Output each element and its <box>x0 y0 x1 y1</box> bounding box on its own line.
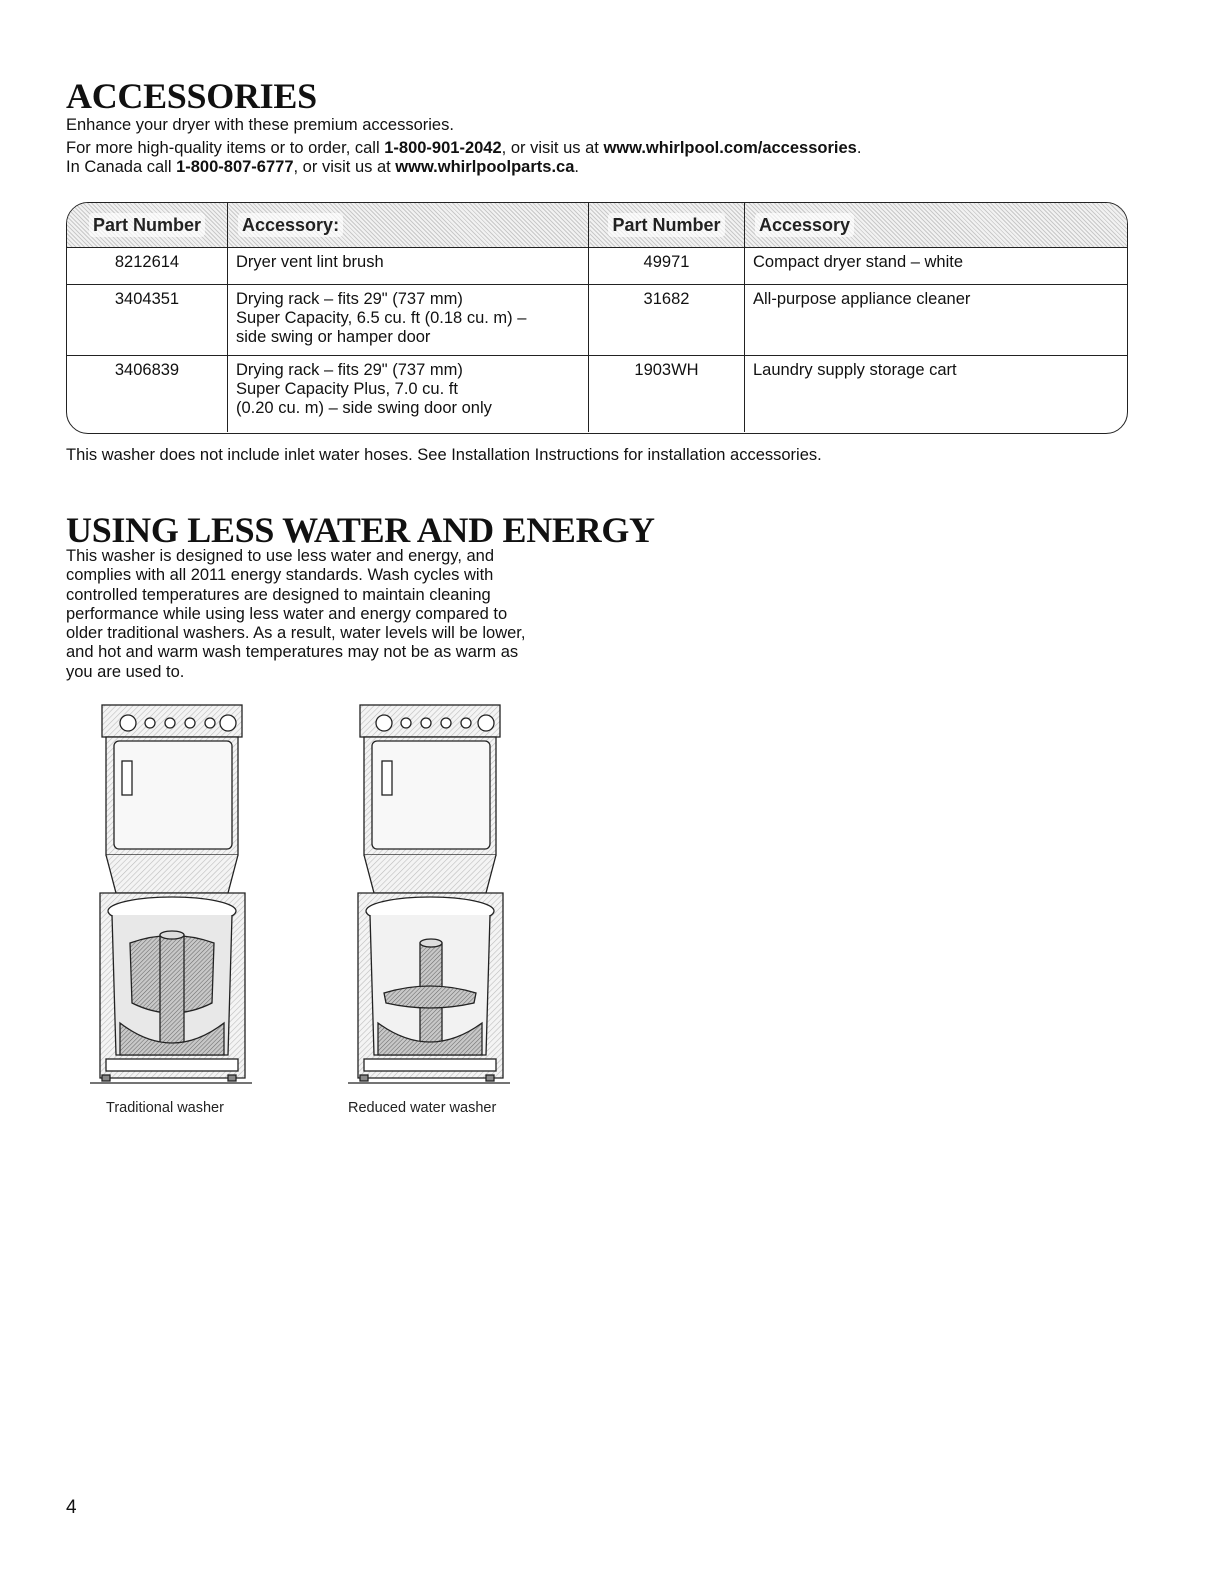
accessories-table <box>66 202 1128 434</box>
accessory-cell: Drying rack – fits 29" (737 mm) Super Capacity Plus, 7.0 cu. ft (0.20 cu. m) – side swing door only <box>228 356 589 433</box>
traditional-washer-illustration <box>90 703 255 1088</box>
table-header-row <box>67 203 1127 248</box>
canada-line <box>66 158 579 177</box>
order-phone: 1-800-901-2042 <box>384 139 502 157</box>
part-number-cell: 8212614 <box>67 248 228 285</box>
order-line <box>66 139 861 158</box>
part-number-cell: 1903WH <box>589 356 745 433</box>
canada-suffix: . <box>574 158 579 176</box>
part-number-cell: 31682 <box>589 285 745 356</box>
order-url[interactable]: www.whirlpool.com/accessories <box>603 139 857 157</box>
accessories-intro: Enhance your dryer with these premium accessories. <box>66 116 454 134</box>
accessory-cell: All-purpose appliance cleaner <box>745 285 1128 356</box>
accessories-title: ACCESSORIES <box>66 76 317 116</box>
header-accessory-1: Accessory: <box>228 203 589 248</box>
table-row <box>67 356 1127 433</box>
canada-phone: 1-800-807-6777 <box>176 158 294 176</box>
accessory-cell: Compact dryer stand – white <box>745 248 1128 285</box>
page-number: 4 <box>66 1497 77 1518</box>
reduced-water-washer-illustration <box>348 703 513 1088</box>
order-prefix: For more high-quality items or to order, call <box>66 139 385 157</box>
part-number-cell: 3404351 <box>67 285 228 356</box>
accessory-cell: Laundry supply storage cart <box>745 356 1128 433</box>
hoses-note: This washer does not include inlet water hoses. See Installation Instructions for installation accessories. <box>66 446 822 464</box>
accessory-cell: Dryer vent lint brush <box>228 248 589 285</box>
header-part-number-2: Part Number <box>589 203 745 248</box>
canada-mid: , or visit us at <box>293 158 396 176</box>
accessory-cell: Drying rack – fits 29" (737 mm) Super Capacity, 6.5 cu. ft (0.18 cu. m) – side swing or hamper door <box>228 285 589 356</box>
header-accessory-2: Accessory <box>745 203 1128 248</box>
canada-prefix: In Canada call <box>66 158 177 176</box>
energy-body: This washer is designed to use less water and energy, and complies with all 2011 energy standards. Wash cycles with controlled temperatures are designed to maintain cleaning performance while using less water and energy compared to older traditional washers. As a result, water levels will be lower, and hot and warm wash temperatures may not be as warm as you are used to. <box>66 547 526 681</box>
part-number-cell: 3406839 <box>67 356 228 433</box>
canada-url[interactable]: www.whirlpoolparts.ca <box>395 158 575 176</box>
part-number-cell: 49971 <box>589 248 745 285</box>
table-row <box>67 248 1127 285</box>
order-mid: , or visit us at <box>501 139 604 157</box>
reduced-water-washer-caption: Reduced water washer <box>348 1100 497 1116</box>
header-part-number-1: Part Number <box>67 203 228 248</box>
table-row <box>67 285 1127 356</box>
energy-title: USING LESS WATER AND ENERGY <box>66 510 655 550</box>
traditional-washer-caption: Traditional washer <box>106 1100 224 1116</box>
order-suffix: . <box>856 139 862 157</box>
